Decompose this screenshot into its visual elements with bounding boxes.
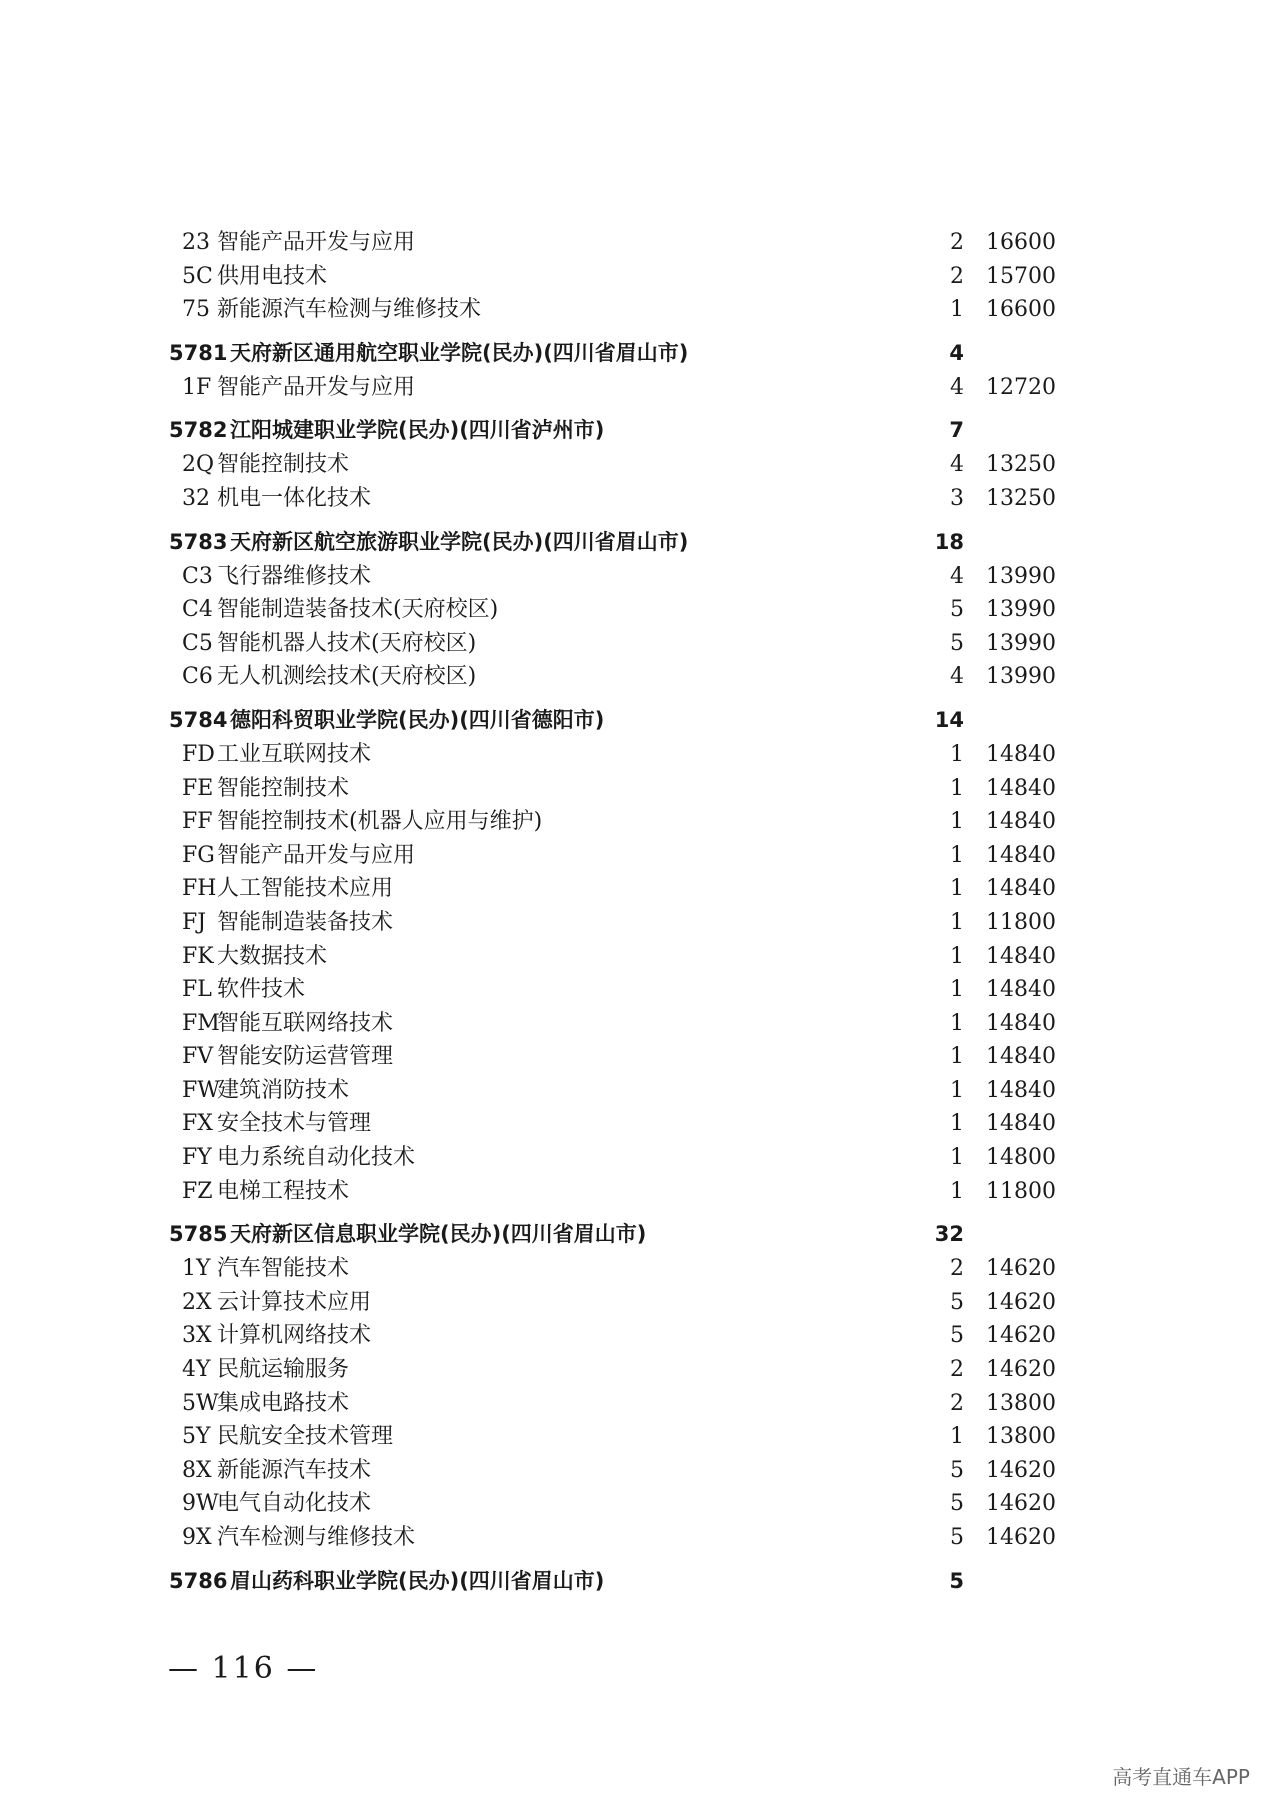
major-row (0, 1007, 1280, 1041)
school-count: 14 (934, 707, 964, 732)
major-code: 3X (182, 1323, 212, 1349)
major-name: 智能机器人技术(天府校区) (217, 630, 477, 656)
major-code: FY (182, 1145, 212, 1171)
school-count: 18 (934, 529, 964, 554)
major-fee: 14620 (986, 1289, 1056, 1315)
school-code: 5786 (169, 1568, 228, 1593)
major-name: 智能控制技术(机器人应用与维护) (217, 809, 543, 835)
major-code: 32 (182, 485, 210, 511)
major-code: 75 (182, 297, 210, 323)
major-count: 5 (950, 1323, 964, 1349)
major-row (0, 1252, 1280, 1286)
major-count: 2 (950, 230, 964, 255)
major-fee: 12720 (986, 374, 1056, 400)
major-name: 新能源汽车检测与维修技术 (217, 297, 482, 323)
school-row (0, 1565, 1280, 1599)
major-row (0, 1487, 1280, 1521)
major-code: FX (182, 1111, 213, 1137)
school-name: 天府新区航空旅游职业学院(民办)(四川省眉山市) (230, 529, 689, 554)
major-code: FV (182, 1044, 214, 1070)
major-fee: 14840 (986, 1111, 1056, 1137)
major-count: 2 (950, 1256, 964, 1282)
major-row (0, 371, 1280, 405)
major-count: 1 (950, 842, 964, 868)
major-fee: 11800 (986, 1178, 1056, 1204)
major-fee: 13800 (986, 1390, 1056, 1416)
major-count: 1 (950, 809, 964, 835)
major-count: 1 (950, 1178, 964, 1204)
major-name: 智能制造装备技术(天府校区) (217, 597, 499, 623)
major-count: 1 (950, 876, 964, 902)
major-row (0, 940, 1280, 974)
major-name: 飞行器维修技术 (217, 563, 372, 589)
major-code: C3 (182, 563, 213, 589)
major-fee: 14620 (986, 1491, 1056, 1517)
major-name: 智能控制技术 (217, 452, 350, 478)
major-fee: 14840 (986, 741, 1056, 767)
major-row (0, 448, 1280, 482)
major-name: 电梯工程技术 (217, 1178, 350, 1204)
major-row (0, 1040, 1280, 1074)
enrollment-table (0, 226, 1280, 1599)
major-name: 智能安防运营管理 (217, 1044, 394, 1070)
school-code: 5783 (169, 529, 228, 554)
major-fee: 14620 (986, 1457, 1056, 1483)
major-row (0, 973, 1280, 1007)
major-count: 1 (950, 943, 964, 969)
major-row (0, 906, 1280, 940)
school-count: 7 (949, 418, 964, 443)
major-code: 2X (182, 1289, 212, 1315)
major-name: 计算机网络技术 (217, 1323, 372, 1349)
major-code: FM (182, 1010, 220, 1036)
major-code: FE (182, 775, 214, 801)
major-name: 民航安全技术管理 (217, 1424, 394, 1450)
major-row (0, 805, 1280, 839)
major-name: 汽车智能技术 (217, 1256, 350, 1282)
major-count: 2 (950, 1390, 964, 1416)
major-fee: 13800 (986, 1424, 1056, 1450)
major-count: 5 (950, 1289, 964, 1315)
major-name: 大数据技术 (217, 943, 328, 969)
school-name: 江阳城建职业学院(民办)(四川省泸州市) (230, 418, 605, 443)
major-fee: 14620 (986, 1256, 1056, 1282)
major-fee: 16600 (986, 297, 1056, 323)
major-name: 智能互联网络技术 (217, 1010, 394, 1036)
major-name: 智能产品开发与应用 (217, 374, 416, 400)
major-name: 机电一体化技术 (217, 485, 372, 511)
major-count: 1 (950, 1111, 964, 1137)
major-fee: 14840 (986, 943, 1056, 969)
major-name: 云计算技术应用 (217, 1289, 372, 1315)
major-code: C5 (182, 630, 213, 656)
school-count: 32 (934, 1222, 964, 1247)
major-row (0, 593, 1280, 627)
major-count: 1 (950, 977, 964, 1003)
major-code: FK (182, 943, 214, 969)
major-count: 1 (950, 909, 964, 935)
page-number: — 116 — (168, 1651, 319, 1686)
major-row (0, 482, 1280, 516)
school-count: 4 (949, 340, 964, 365)
major-count: 2 (950, 1357, 964, 1383)
major-name: 建筑消防技术 (217, 1077, 350, 1103)
major-row (0, 839, 1280, 873)
major-row (0, 260, 1280, 294)
major-fee: 14620 (986, 1357, 1056, 1383)
school-row (0, 414, 1280, 448)
major-count: 1 (950, 297, 964, 323)
major-count: 1 (950, 775, 964, 801)
major-fee: 13250 (986, 485, 1056, 511)
major-name: 智能产品开发与应用 (217, 230, 416, 255)
major-row (0, 1387, 1280, 1421)
major-row (0, 1286, 1280, 1320)
major-row (0, 1420, 1280, 1454)
major-count: 5 (950, 1457, 964, 1483)
major-row (0, 1141, 1280, 1175)
major-fee: 13990 (986, 597, 1056, 623)
major-count: 4 (950, 452, 964, 478)
major-row (0, 1521, 1280, 1555)
school-code: 5784 (169, 707, 228, 732)
major-name: 人工智能技术应用 (217, 876, 394, 902)
major-fee: 13250 (986, 452, 1056, 478)
major-count: 4 (950, 563, 964, 589)
major-fee: 14840 (986, 842, 1056, 868)
major-code: FW (182, 1077, 220, 1103)
major-fee: 14840 (986, 775, 1056, 801)
major-fee: 14840 (986, 1077, 1056, 1103)
major-code: 9X (182, 1525, 212, 1550)
major-code: 1Y (182, 1256, 211, 1282)
school-count: 5 (949, 1568, 964, 1593)
major-fee: 14800 (986, 1145, 1056, 1171)
major-name: 汽车检测与维修技术 (217, 1525, 416, 1550)
major-count: 5 (950, 630, 964, 656)
major-row (0, 660, 1280, 694)
major-fee: 14840 (986, 977, 1056, 1003)
major-row (0, 872, 1280, 906)
major-row (0, 1319, 1280, 1353)
major-count: 4 (950, 664, 964, 690)
major-row (0, 293, 1280, 327)
major-name: 安全技术与管理 (217, 1111, 372, 1137)
major-count: 3 (950, 485, 964, 511)
major-fee: 14840 (986, 876, 1056, 902)
major-name: 民航运输服务 (217, 1357, 350, 1383)
major-count: 1 (950, 1424, 964, 1450)
major-fee: 11800 (986, 909, 1056, 935)
major-count: 5 (950, 1525, 964, 1550)
major-code: 5C (182, 263, 213, 289)
major-code: 5Y (182, 1424, 211, 1450)
major-code: 23 (182, 230, 210, 255)
major-code: C6 (182, 664, 213, 690)
major-fee: 14840 (986, 1044, 1056, 1070)
major-count: 1 (950, 741, 964, 767)
major-fee: 14620 (986, 1323, 1056, 1349)
school-code: 5781 (169, 340, 228, 365)
major-fee: 13990 (986, 563, 1056, 589)
major-name: 智能制造装备技术 (217, 909, 394, 935)
major-count: 5 (950, 1491, 964, 1517)
major-fee: 15700 (986, 263, 1056, 289)
major-fee: 14840 (986, 1010, 1056, 1036)
major-code: FJ (182, 909, 207, 935)
major-row (0, 1353, 1280, 1387)
major-code: 9W (182, 1491, 219, 1517)
major-row (0, 1074, 1280, 1108)
major-code: 4Y (182, 1357, 211, 1383)
major-name: 集成电路技术 (217, 1390, 350, 1416)
school-name: 天府新区通用航空职业学院(民办)(四川省眉山市) (230, 340, 689, 365)
major-row (0, 560, 1280, 594)
major-row (0, 627, 1280, 661)
major-fee: 14840 (986, 809, 1056, 835)
major-code: 5W (182, 1390, 219, 1416)
major-code: FH (182, 876, 217, 902)
major-code: 8X (182, 1457, 212, 1483)
major-count: 1 (950, 1077, 964, 1103)
school-row (0, 704, 1280, 738)
school-row (0, 337, 1280, 371)
school-row (0, 526, 1280, 560)
major-code: 2Q (182, 452, 215, 478)
major-name: 新能源汽车技术 (217, 1457, 372, 1483)
major-fee: 16600 (986, 230, 1056, 255)
major-name: 智能产品开发与应用 (217, 842, 416, 868)
major-name: 软件技术 (217, 977, 306, 1003)
major-row (0, 772, 1280, 806)
major-row (0, 1454, 1280, 1488)
major-name: 工业互联网技术 (217, 741, 372, 767)
major-count: 1 (950, 1145, 964, 1171)
major-code: 1F (182, 374, 212, 400)
major-code: FL (182, 977, 212, 1003)
major-row (0, 1107, 1280, 1141)
major-row (0, 738, 1280, 772)
major-fee: 13990 (986, 630, 1056, 656)
major-name: 供用电技术 (217, 263, 328, 289)
school-code: 5785 (169, 1222, 228, 1247)
major-name: 智能控制技术 (217, 775, 350, 801)
major-count: 5 (950, 597, 964, 623)
major-code: FG (182, 842, 215, 868)
major-code: FD (182, 741, 215, 767)
school-code: 5782 (169, 418, 228, 443)
major-row (0, 1175, 1280, 1209)
major-fee: 14620 (986, 1525, 1056, 1550)
major-count: 2 (950, 263, 964, 289)
school-name: 眉山药科职业学院(民办)(四川省眉山市) (230, 1568, 605, 1593)
school-row (0, 1218, 1280, 1252)
school-name: 天府新区信息职业学院(民办)(四川省眉山市) (230, 1222, 647, 1247)
major-count: 4 (950, 374, 964, 400)
watermark: 高考直通车APP (1112, 1765, 1250, 1789)
major-count: 1 (950, 1044, 964, 1070)
school-name: 德阳科贸职业学院(民办)(四川省德阳市) (230, 707, 605, 732)
major-name: 无人机测绘技术(天府校区) (217, 664, 477, 690)
major-name: 电气自动化技术 (217, 1491, 372, 1517)
major-code: C4 (182, 597, 213, 623)
major-code: FF (182, 809, 213, 835)
major-count: 1 (950, 1010, 964, 1036)
major-fee: 13990 (986, 664, 1056, 690)
major-code: FZ (182, 1178, 213, 1204)
major-name: 电力系统自动化技术 (217, 1145, 416, 1171)
major-row (0, 226, 1280, 260)
